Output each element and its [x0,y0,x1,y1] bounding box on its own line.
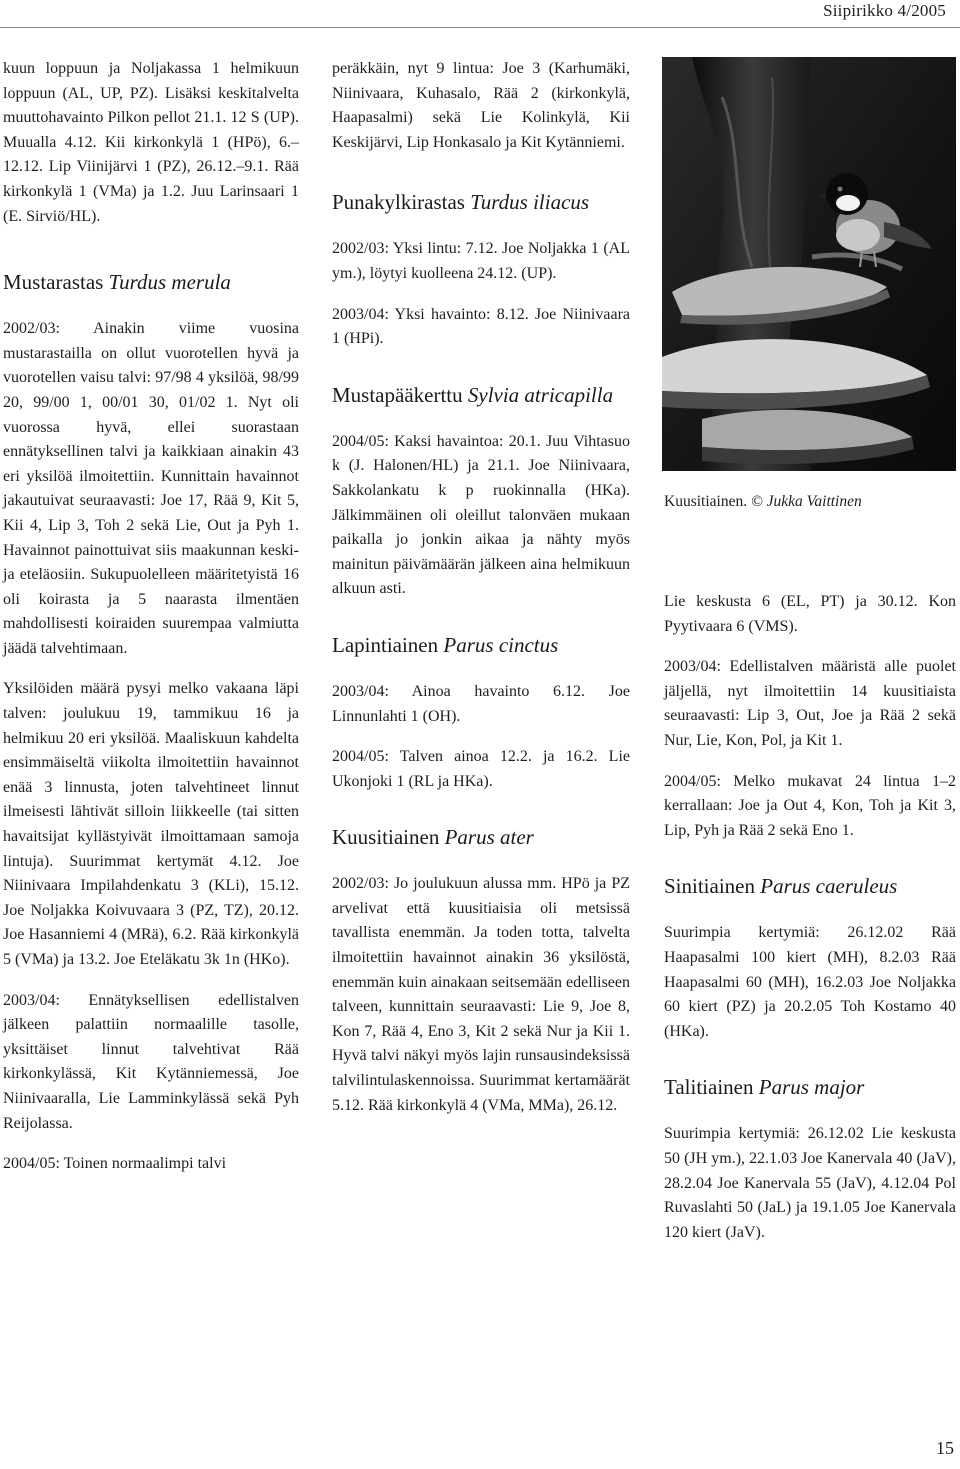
heading-kuusitiainen [332,824,630,850]
heading-sinitiainen [664,873,956,899]
season-label: 2002/03: [332,875,389,893]
caption-title: Kuusitiainen. [664,493,748,510]
col2-intro: peräkkäin, nyt 9 lintua: Joe 3 (Karhumäki, Niinivaara, Kuhasalo, Rää 2 (kirkonkylä, Haapasalmi) sekä Lie Kolinkylä, Kii Keskijärvi, Lip Honkasalo ja Kit Kytänniemi. [332,60,630,151]
season-label: 2002/03: [3,320,60,338]
paragraph [332,680,630,729]
paragraph-text: Yksi lintu: 7.12. Joe Noljakka 1 (AL ym.), löytyi kuolleena 24.12. (UP). [332,240,630,282]
paragraph: Suurimpia kertymiä: 26.12.02 Lie keskusta 50 (JH ym.), 22.1.03 Joe Kanervala 40 (JaV), 28.2.04 Joe Kanervala 55 (JaV), 4.12.04 Pol Ruvaslahti 50 (JaL) ja 19.1.05 Joe Kanervala 120 kiert (JaV). [664,1125,956,1241]
season-label: 2004/05: [664,772,721,790]
column-2 [332,57,630,1118]
paragraph-text: Toinen normaalimpi talvi [63,1155,227,1173]
paragraph [664,655,956,753]
season-label: 2003/04: [332,305,389,323]
paragraph-text: Jo joulukuun alussa mm. HPö ja PZ arvelivat että kuusitiaisia oli metsissä tavallista enemmän. Ja toden totta, talvelta ilmoitettiin havainnot ainakin 36 yksilöstä, enemmän kuin ainakaan seitsemään edelliseen talveen, kunnittain seuraavasti: Lie 9, Joe 8, Kon 7, Rää 4, Eno 3, Kit 2 sekä Nur ja Kii 1. Hyvä talvi näkyi myös lajin runsausindeksissä talvilintulaskennoissa. Suurimmat kertamäärät 5.12. Rää kirkonkylä 4 (VMa, MMa), 26.12. [332,875,630,1114]
paragraph-text: Ainoa havainto 6.12. Joe Linnunlahti 1 (OH). [332,682,630,725]
season-label: 2003/04: [3,991,60,1009]
paragraph: Suurimpia kertymiä: 26.12.02 Rää Haapasalmi 100 kiert (MH), 8.2.03 Rää Haapasalmi 60 (MH), 16.2.03 Joe Noljakka 60 kiert (PZ) ja 20.2.05 Toh Kostamo 40 (HKa). [664,924,956,1040]
season-label: 2003/04: [332,682,389,700]
heading-mustarastas [3,269,299,295]
paragraph [332,237,630,286]
heading-latin: Parus major [758,1075,865,1100]
paragraph-text: Melko mukavat 24 lintua 1–2 kerrallaan: Joe ja Out 4, Kon, Toh ja Kit 3, Lip, Pyh ja Rää 2 sekä Eno 1. [664,772,956,839]
coal-tit-photo [662,57,956,471]
heading-name: Talitiainen [664,1075,754,1100]
paragraph [3,1152,299,1177]
paragraph [332,872,630,1118]
paragraph-text: Yksi havainto: 8.12. Joe Niinivaara 1 (HPi). [332,305,630,348]
paragraph-text: Talven ainoa 12.2. ja 16.2. Lie Ukonjoki 1 (RL ja HKa). [332,748,630,790]
heading-punakylkirastas [332,189,630,215]
paragraph: Yksilöiden määrä pysyi melko vakaana läpi talven: joulukuu 19, tammikuu 16 ja helmikuu 20 eri yksilöä. Maaliskuun kahdelta ensimmäiseltä viikolta ilmoitettiin havainnot enää 3 linnusta, joten talvehtineet linnut ilmeisesti lähtivät silloin liikkeelle (tai sitten havaitsijat kyllästyivät ilmoittamaan samoja lintuja). Suurimmat kertymät 4.12. Joe Niinivaara Impilahdenkatu 3 (KLi), 15.12. Joe Noljakka Koivuvaara 3 (PZ, TZ), 20.12. Joe Hasanniemi 4 (MRä), 6.2. Rää kirkonkylä 5 (VMa) ja 13.2. Joe Eteläkatu 3k 1n (HKo). [3,680,299,968]
paragraph [332,303,630,352]
page-number: 15 [936,1438,954,1458]
paragraph [332,745,630,794]
season-label: 2003/04: [664,658,721,676]
caption-credit: © Jukka Vaittinen [750,493,862,510]
heading-mustapaakerttu [332,382,630,408]
heading-name: Mustarastas [3,270,104,295]
heading-lapintiainen [332,632,630,658]
running-head: Siipirikko 4/2005 [823,1,946,20]
season-label: 2002/03: [332,240,389,258]
heading-name: Punakylkirastas [332,190,465,215]
heading-name: Sinitiainen [664,874,755,899]
paragraph [3,317,299,661]
paragraph-text: Edellistalven määristä alle puolet jäljellä, nyt ilmoitettiin 14 kuusitiaista seuraavasti: Lip 3, Out, Joe ja Rää 2 sekä Nur, Lie, Kon, Pol, ja Kit 1. [664,658,957,749]
paragraph [332,430,630,602]
heading-latin: Parus ater [444,825,534,850]
heading-latin: Turdus merula [108,270,231,295]
paragraph-text: Ainakin viime vuosina mustarastailla on ollut vuorotellen hyvä ja vuorotellen vaisu talvi: 97/98 4 yksilöä, 98/99 20, 99/00 1, 00/01 30, 01/02 1. Nyt oli vuorossa hyvä, ellei suorastaan ennätyksellinen talvi ja kaikkiaan ainakin 43 eri yksilöä ilmoitettiin. Kunnittain havainnot jakautuivat seuraavasti: Joe 17, Rää 9, Kit 5, Kii 4, Lip 3, Toh 2 sekä Lie, Out ja Pyh 1. Havainnot painottuivat siis maakunnan keski- ja eteläosiin. Sukupuolelleen määritetyistä 16 oli koirasta ja 5 naarasta ilmentäen mahdollisesti koiraiden suurempaa valmiutta jäädä talvehtimaan. [3,320,299,657]
heading-latin: Turdus iliacus [470,190,590,215]
paragraph-text: Kaksi havaintoa: 20.1. Juu Vihtasuo k (J. Halonen/HL) ja 21.1. Joe Niinivaara, Sakkolankatu k p ruokinnalla (HKa). Jälkimmäinen oli oleillut talonväen mukaan paikalla jo jonkin aikaa ja nähty myös mainitun päivämäärän jälkeen aina helmikuun alkuun asti. [332,432,631,598]
heading-talitiainen [664,1074,956,1100]
season-label: 2004/05: [332,748,389,766]
heading-name: Kuusitiainen [332,825,440,850]
heading-latin: Parus caeruleus [760,874,898,899]
paragraph [664,770,956,844]
heading-latin: Sylvia atricapilla [467,382,614,407]
season-label: 2004/05: [3,1155,60,1173]
heading-latin: Parus cinctus [443,632,559,657]
col1-intro: kuun loppuun ja Noljakassa 1 helmikuun loppuun (AL, UP, PZ). Lisäksi keskitalvelta muuttohavainto Pilkon pellot 21.1. 12 S (UP). Muualla 4.12. Kii kirkonkylä 1 (HPö), 6.–12.12. Lip Viinijärvi 1 (PZ), 26.12.–9.1. Rää kirkonkylä 1 (VMa) ja 1.2. Juu Larinsaari 1 (E. Sirviö/HL). [3,60,299,225]
paragraph [3,989,299,1137]
col3-intro: Lie keskusta 6 (EL, PT) ja 30.12. Kon Pyytivaara 6 (VMS). [664,593,956,635]
heading-name: Mustapääkerttu [332,382,463,407]
header-rule [0,27,960,28]
photo-caption [664,493,862,511]
column-1 [3,57,299,1177]
season-label: 2004/05: [332,432,389,450]
photo-illustration [662,57,956,471]
paragraph-text: Ennätyksellisen edellistalven jälkeen palattiin normaalille tasolle, yksittäiset linnut talvehtivat Rää kirkonkylässä, Kit Kytänniemessä, Joe Niinivaaralla, Lie Lamminkylässä sekä Pyh Reijolassa. [3,991,299,1132]
column-3 [664,590,956,1245]
heading-name: Lapintiainen [332,632,439,657]
